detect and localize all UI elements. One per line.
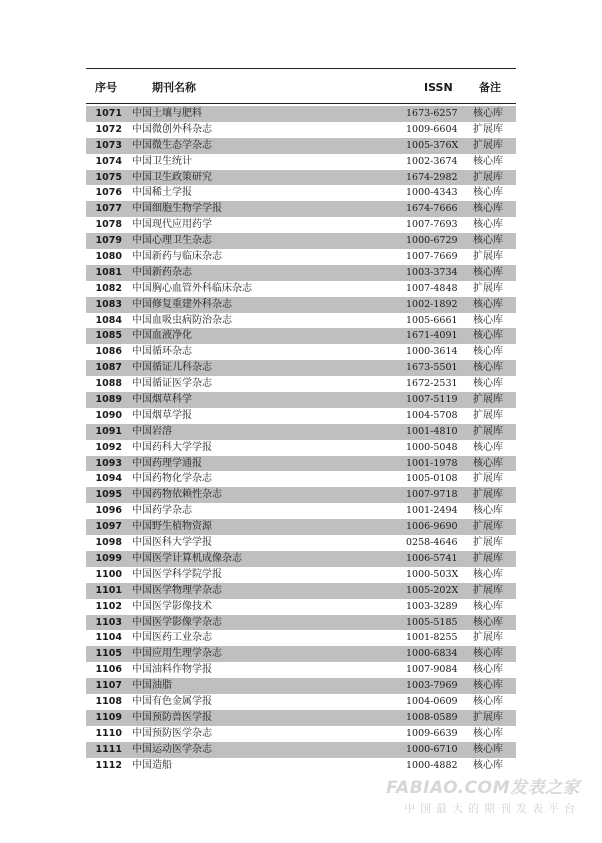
- row-seq: 1084: [95, 314, 122, 326]
- row-issn: 1000-6729: [406, 235, 458, 247]
- row-note: 核心库: [473, 759, 503, 771]
- row-journal-name: 中国医学计算机成像杂志: [132, 552, 242, 564]
- row-journal-name: 中国药理学通报: [132, 457, 202, 469]
- row-seq: 1108: [95, 695, 122, 707]
- row-seq: 1088: [95, 378, 122, 390]
- table-row: [86, 392, 516, 408]
- row-journal-name: 中国烟草学报: [132, 409, 192, 421]
- row-seq: 1103: [95, 616, 122, 628]
- row-note: 扩展库: [473, 394, 503, 406]
- row-journal-name: 中国有色金属学报: [132, 695, 212, 707]
- table-row: [86, 424, 516, 440]
- row-note: 核心库: [473, 346, 503, 358]
- row-seq: 1102: [95, 600, 122, 612]
- row-note: 核心库: [473, 505, 503, 517]
- table-row: [86, 154, 516, 170]
- row-note: 核心库: [473, 441, 503, 453]
- row-note: 核心库: [473, 266, 503, 278]
- table-header: [86, 69, 516, 103]
- row-issn: 1674-7666: [406, 203, 458, 215]
- table-row: [86, 106, 516, 122]
- table-row: [86, 344, 516, 360]
- row-note: 核心库: [473, 155, 503, 167]
- row-issn: 1000-5048: [406, 441, 458, 453]
- row-issn: 1003-3289: [406, 600, 458, 612]
- table-row: [86, 265, 516, 281]
- table-row: [86, 583, 516, 599]
- row-seq: 1097: [95, 521, 122, 533]
- row-seq: 1075: [95, 171, 122, 183]
- row-note: 核心库: [473, 330, 503, 342]
- row-journal-name: 中国新药与临床杂志: [132, 251, 222, 263]
- row-journal-name: 中国医学影像技术: [132, 600, 212, 612]
- row-issn: 1001-8255: [406, 632, 458, 644]
- table-row: [86, 185, 516, 201]
- row-note: 核心库: [473, 695, 503, 707]
- row-note: 核心库: [473, 743, 503, 755]
- row-seq: 1095: [95, 489, 122, 501]
- table-row: [86, 567, 516, 583]
- row-seq: 1081: [95, 266, 122, 278]
- row-note: 核心库: [473, 362, 503, 374]
- row-issn: 1003-7969: [406, 680, 458, 692]
- header-issn: ISSN: [424, 81, 453, 94]
- row-note: 核心库: [473, 648, 503, 660]
- row-seq: 1100: [95, 568, 122, 580]
- table-row: [86, 662, 516, 678]
- table-row: [86, 360, 516, 376]
- row-seq: 1104: [95, 632, 122, 644]
- row-seq: 1076: [95, 187, 122, 199]
- table-row: [86, 408, 516, 424]
- row-note: 核心库: [473, 616, 503, 628]
- row-issn: 1000-6834: [406, 648, 458, 660]
- row-issn: 1006-5741: [406, 552, 458, 564]
- row-journal-name: 中国心理卫生杂志: [132, 235, 212, 247]
- table-row: [86, 615, 516, 631]
- row-note: 核心库: [473, 314, 503, 326]
- header-seq: 序号: [95, 81, 117, 94]
- table-row: [86, 599, 516, 615]
- row-journal-name: 中国预防医学杂志: [132, 727, 212, 739]
- row-issn: 1009-6639: [406, 727, 458, 739]
- table-row: [86, 519, 516, 535]
- table-row: [86, 758, 516, 774]
- table-row: [86, 217, 516, 233]
- row-journal-name: 中国循证医学杂志: [132, 378, 212, 390]
- row-journal-name: 中国烟草科学: [132, 394, 192, 406]
- row-issn: 1674-2982: [406, 171, 458, 183]
- row-issn: 1007-5119: [406, 394, 458, 406]
- watermark-brand: FABIAO.COM发表之家: [386, 778, 580, 798]
- row-note: 扩展库: [473, 171, 503, 183]
- row-seq: 1106: [95, 664, 122, 676]
- row-journal-name: 中国血液净化: [132, 330, 192, 342]
- row-journal-name: 中国油料作物学报: [132, 664, 212, 676]
- row-note: 扩展库: [473, 521, 503, 533]
- row-issn: 1000-4343: [406, 187, 458, 199]
- row-journal-name: 中国药科大学学报: [132, 441, 212, 453]
- row-issn: 1005-6661: [406, 314, 458, 326]
- row-note: 核心库: [473, 108, 503, 119]
- row-seq: 1096: [95, 505, 122, 517]
- row-journal-name: 中国医科大学学报: [132, 537, 212, 549]
- row-issn: 1000-3614: [406, 346, 458, 358]
- row-journal-name: 中国细胞生物学学报: [132, 203, 222, 215]
- table-row: [86, 646, 516, 662]
- row-issn: 1003-3734: [406, 266, 458, 278]
- table-row: [86, 201, 516, 217]
- row-seq: 1074: [95, 155, 122, 167]
- row-journal-name: 中国微生态学杂志: [132, 139, 212, 151]
- row-note: 核心库: [473, 457, 503, 469]
- row-note: 扩展库: [473, 123, 503, 135]
- row-journal-name: 中国医学影像学杂志: [132, 616, 222, 628]
- row-seq: 1105: [95, 648, 122, 660]
- row-note: 核心库: [473, 219, 503, 231]
- table-row: [86, 440, 516, 456]
- row-issn: 1673-5501: [406, 362, 458, 374]
- row-journal-name: 中国野生植物资源: [132, 521, 212, 533]
- row-note: 核心库: [473, 298, 503, 310]
- row-issn: 1000-6710: [406, 743, 458, 755]
- row-seq: 1077: [95, 203, 122, 215]
- row-seq: 1111: [95, 743, 122, 755]
- table-row: [86, 710, 516, 726]
- row-journal-name: 中国微创外科杂志: [132, 123, 212, 135]
- header-journal-name: 期刊名称: [152, 81, 196, 94]
- row-journal-name: 中国循环杂志: [132, 346, 192, 358]
- row-issn: 1005-376X: [406, 139, 459, 151]
- row-note: 扩展库: [473, 489, 503, 501]
- row-seq: 1085: [95, 330, 122, 342]
- table-row: [86, 487, 516, 503]
- row-note: 扩展库: [473, 552, 503, 564]
- row-seq: 1090: [95, 409, 122, 421]
- row-issn: 1008-0589: [406, 711, 458, 723]
- table-row: [86, 328, 516, 344]
- row-issn: 1673-6257: [406, 108, 458, 119]
- row-note: 扩展库: [473, 282, 503, 294]
- row-note: 核心库: [473, 680, 503, 692]
- row-note: 核心库: [473, 187, 503, 199]
- row-seq: 1107: [95, 680, 122, 692]
- row-seq: 1078: [95, 219, 122, 231]
- row-note: 核心库: [473, 568, 503, 580]
- row-seq: 1086: [95, 346, 122, 358]
- row-note: 扩展库: [473, 425, 503, 437]
- row-note: 核心库: [473, 235, 503, 247]
- table-row: [86, 313, 516, 329]
- row-journal-name: 中国新药杂志: [132, 266, 192, 278]
- row-journal-name: 中国预防兽医学报: [132, 711, 212, 723]
- table-row: [86, 122, 516, 138]
- row-issn: 1007-7693: [406, 219, 458, 231]
- row-journal-name: 中国卫生政策研究: [132, 171, 212, 183]
- row-seq: 1080: [95, 251, 122, 263]
- watermark: [340, 778, 580, 816]
- row-issn: 1001-1978: [406, 457, 458, 469]
- row-seq: 1099: [95, 552, 122, 564]
- row-journal-name: 中国造船: [132, 759, 172, 771]
- row-issn: 1000-4882: [406, 759, 458, 771]
- row-journal-name: 中国岩溶: [132, 425, 172, 437]
- row-seq: 1089: [95, 394, 122, 406]
- table-row: [86, 138, 516, 154]
- row-seq: 1109: [95, 711, 122, 723]
- row-journal-name: 中国运动医学杂志: [132, 743, 212, 755]
- watermark-tagline: 中国最大的期刊发表平台: [404, 802, 580, 815]
- row-seq: 1112: [95, 759, 122, 771]
- journal-table-body: [86, 104, 516, 773]
- row-seq: 1079: [95, 235, 122, 247]
- row-issn: 1007-4848: [406, 282, 458, 294]
- row-issn: 1005-0108: [406, 473, 458, 485]
- journal-list-document: [86, 68, 516, 773]
- row-seq: 1087: [95, 362, 122, 374]
- row-journal-name: 中国稀土学报: [132, 187, 192, 199]
- row-journal-name: 中国血吸虫病防治杂志: [132, 314, 232, 326]
- row-issn: 1005-5185: [406, 616, 458, 628]
- row-issn: 1671-4091: [406, 330, 458, 342]
- row-note: 扩展库: [473, 251, 503, 263]
- table-row: [86, 535, 516, 551]
- row-issn: 1000-503X: [406, 568, 459, 580]
- table-row: [86, 678, 516, 694]
- row-issn: 1672-2531: [406, 378, 458, 390]
- row-note: 扩展库: [473, 711, 503, 723]
- row-note: 核心库: [473, 203, 503, 215]
- row-journal-name: 中国应用生理学杂志: [132, 648, 222, 660]
- row-note: 扩展库: [473, 409, 503, 421]
- row-journal-name: 中国卫生统计: [132, 155, 192, 167]
- header-note: 备注: [479, 81, 501, 94]
- row-journal-name: 中国药物依赖性杂志: [132, 489, 222, 501]
- row-note: 扩展库: [473, 139, 503, 151]
- row-seq: 1072: [95, 123, 122, 135]
- table-row: [86, 471, 516, 487]
- row-seq: 1073: [95, 139, 122, 151]
- row-issn: 1004-0609: [406, 695, 458, 707]
- row-journal-name: 中国药物化学杂志: [132, 473, 212, 485]
- row-issn: 1007-7669: [406, 251, 458, 263]
- row-seq: 1091: [95, 425, 122, 437]
- row-note: 核心库: [473, 727, 503, 739]
- row-note: 核心库: [473, 600, 503, 612]
- row-issn: 1006-9690: [406, 521, 458, 533]
- row-journal-name: 中国循证儿科杂志: [132, 362, 212, 374]
- row-journal-name: 中国医学科学院学报: [132, 568, 222, 580]
- row-issn: 1002-3674: [406, 155, 458, 167]
- table-row: [86, 630, 516, 646]
- row-journal-name: 中国现代应用药学: [132, 219, 212, 231]
- table-row: [86, 297, 516, 313]
- table-row: [86, 233, 516, 249]
- row-journal-name: 中国医药工业杂志: [132, 632, 212, 644]
- row-note: 扩展库: [473, 537, 503, 549]
- row-seq: 1110: [95, 727, 122, 739]
- row-seq: 1092: [95, 441, 122, 453]
- row-seq: 1094: [95, 473, 122, 485]
- row-seq: 1098: [95, 537, 122, 549]
- table-row: [86, 742, 516, 758]
- row-note: 核心库: [473, 664, 503, 676]
- row-issn: 1001-4810: [406, 425, 458, 437]
- row-journal-name: 中国医学物理学杂志: [132, 584, 222, 596]
- row-journal-name: 中国胸心血管外科临床杂志: [132, 282, 252, 294]
- row-seq: 1082: [95, 282, 122, 294]
- row-note: 扩展库: [473, 632, 503, 644]
- row-issn: 1009-6604: [406, 123, 458, 135]
- row-journal-name: 中国油脂: [132, 680, 172, 692]
- row-issn: 1001-2494: [406, 505, 458, 517]
- table-row: [86, 551, 516, 567]
- row-issn: 1007-9084: [406, 664, 458, 676]
- table-row: [86, 376, 516, 392]
- row-seq: 1071: [95, 108, 122, 119]
- table-row: [86, 503, 516, 519]
- table-row: [86, 726, 516, 742]
- row-issn: 1005-202X: [406, 584, 459, 596]
- row-seq: 1083: [95, 298, 122, 310]
- table-row: [86, 170, 516, 186]
- row-seq: 1101: [95, 584, 122, 596]
- row-journal-name: 中国药学杂志: [132, 505, 192, 517]
- table-row: [86, 281, 516, 297]
- row-journal-name: 中国修复重建外科杂志: [132, 298, 232, 310]
- table-row: [86, 694, 516, 710]
- table-row: [86, 456, 516, 472]
- row-issn: 1002-1892: [406, 298, 458, 310]
- row-note: 扩展库: [473, 473, 503, 485]
- row-note: 扩展库: [473, 584, 503, 596]
- row-seq: 1093: [95, 457, 122, 469]
- row-issn: 1007-9718: [406, 489, 458, 501]
- row-journal-name: 中国土壤与肥料: [132, 108, 202, 119]
- row-note: 核心库: [473, 378, 503, 390]
- row-issn: 1004-5708: [406, 409, 458, 421]
- table-row: [86, 249, 516, 265]
- row-issn: 0258-4646: [406, 537, 458, 549]
